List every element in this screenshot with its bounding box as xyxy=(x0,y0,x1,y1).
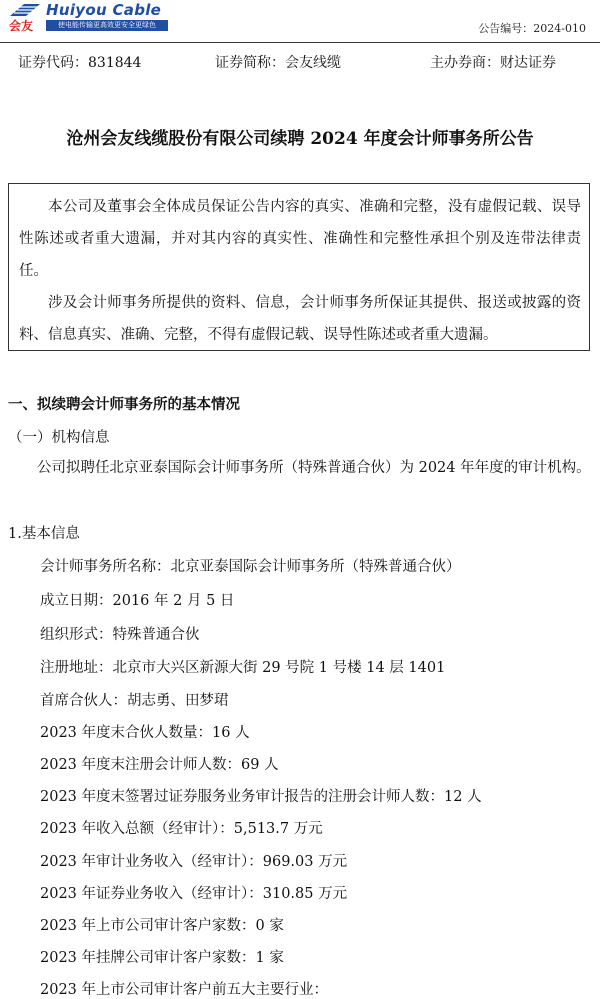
stock-name: 证券简称：会友线缆 xyxy=(215,55,341,71)
stock-info-row xyxy=(0,52,600,74)
section-heading: 一、拟续聘会计师事务所的基本情况 xyxy=(8,396,240,413)
header-divider xyxy=(0,42,600,43)
announcement-number: 公告编号：2024-010 xyxy=(478,22,586,35)
disclaimer-paragraph-2: 涉及会计师事务所提供的资料、信息，会计师事务所保证其提供、报送或披露的资料、信息真实、准确、完整，不得有虚假记载、误导性陈述或者重大遗漏。 xyxy=(19,295,581,343)
subsection-heading: （一）机构信息 xyxy=(8,430,110,446)
logo-brand-text: Huiyou Cable xyxy=(46,1,162,19)
disclaimer-paragraph-1: 本公司及董事会全体成员保证公告内容的真实、准确和完整，没有虚假记载、误导性陈述或者重大遗漏，并对其内容的真实性、准确性和完整性承担个别及连带法律责任。 xyxy=(19,199,581,279)
page-header xyxy=(0,0,600,44)
basic-info-heading: 1.基本信息 xyxy=(8,526,80,542)
info-item-total-revenue: 2023 年收入总额（经审计）：5,513.7 万元 xyxy=(40,821,323,837)
info-item-audit-revenue: 2023 年审计业务收入（经审计）：969.03 万元 xyxy=(40,854,348,870)
info-item-firm-name: 会计师事务所名称：北京亚泰国际会计师事务所（特殊普通合伙） xyxy=(40,559,461,575)
info-item-cpas: 2023 年度末注册会计师人数：69 人 xyxy=(40,757,279,773)
info-item-securities-revenue: 2023 年证券业务收入（经审计）：310.85 万元 xyxy=(40,886,348,902)
info-item-securities-cpas: 2023 年度末签署过证券服务业务审计报告的注册会计师人数：12 人 xyxy=(40,789,482,805)
info-item-address: 注册地址：北京市大兴区新源大街 29 号院 1 号楼 14 层 1401 xyxy=(40,660,446,676)
sponsor-broker: 主办券商：财达证券 xyxy=(430,55,556,71)
logo-mark-text: 会友 xyxy=(9,19,34,32)
logo-mark-icon xyxy=(8,2,42,32)
announcement-title: 沧州会友线缆股份有限公司续聘 2024 年度会计师事务所公告 xyxy=(66,129,534,149)
stock-code: 证券代码：831844 xyxy=(18,55,142,71)
company-logo xyxy=(8,2,178,34)
info-item-founded: 成立日期：2016 年 2 月 5 日 xyxy=(40,593,235,609)
disclaimer-box xyxy=(8,183,590,351)
info-item-listed-clients: 2023 年上市公司审计客户家数：0 家 xyxy=(40,918,284,934)
info-item-nq-clients: 2023 年挂牌公司审计客户家数：1 家 xyxy=(40,950,284,966)
info-item-top-industries: 2023 年上市公司审计客户前五大主要行业： xyxy=(40,982,329,998)
info-item-chief-partner: 首席合伙人：胡志勇、田梦珺 xyxy=(40,693,229,709)
info-item-partners: 2023 年度末合伙人数量：16 人 xyxy=(40,725,250,741)
info-item-org-form: 组织形式：特殊普通合伙 xyxy=(40,627,200,643)
logo-slogan: 使电能传输更高效更安全更绿色 xyxy=(46,20,168,31)
intro-paragraph: 公司拟聘任北京亚泰国际会计师事务所（特殊普通合伙）为 2024 年年度的审计机构。 xyxy=(37,460,591,476)
